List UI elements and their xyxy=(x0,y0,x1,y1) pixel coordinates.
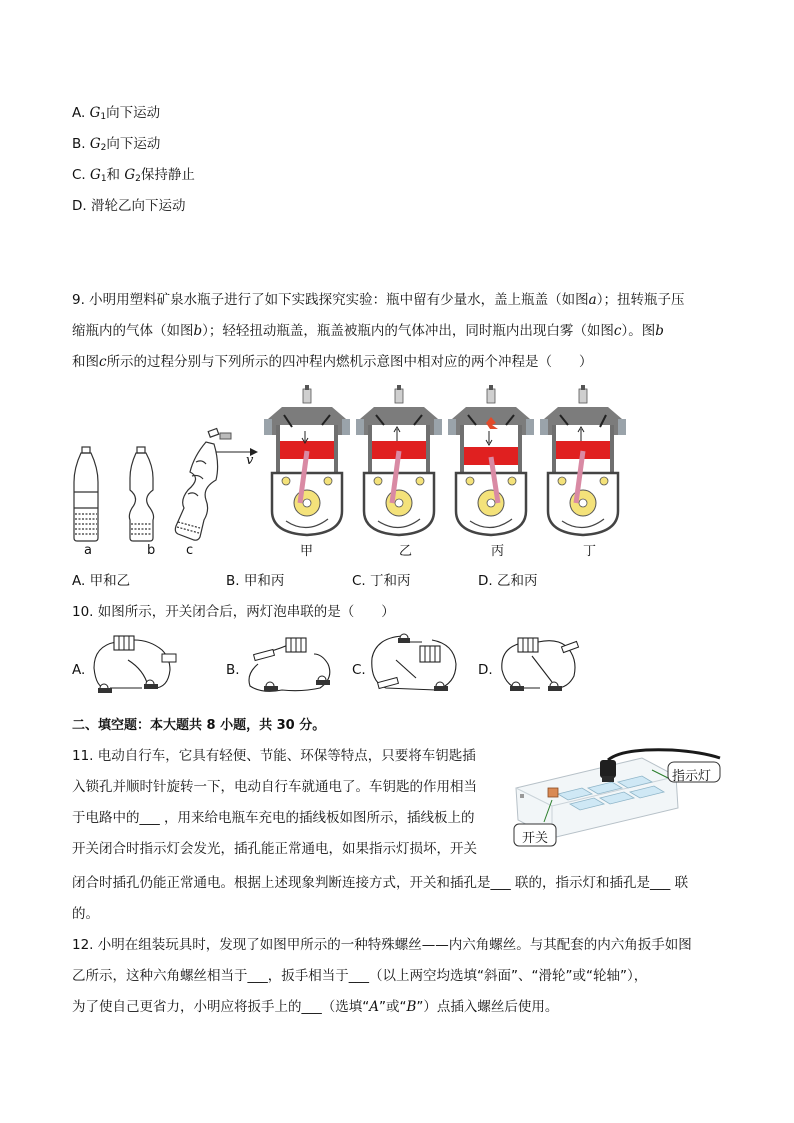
q9-option-b: B. 甲和丙 xyxy=(226,573,285,589)
circuit-b xyxy=(242,630,338,696)
q10-option-c-letter: C. xyxy=(352,662,366,678)
circuit-d xyxy=(494,630,590,696)
q8-option-b: B. $G_2$向下运动 xyxy=(72,136,161,153)
q10-option-d-letter: D. xyxy=(478,662,493,678)
q9-option-a: A. 甲和乙 xyxy=(72,573,131,589)
indicator-light-label: 指示灯 xyxy=(672,769,712,784)
q9-stem-line1: 9. 小明用塑料矿泉水瓶子进行了如下实践探究实验：瓶中留有少量水，盖上瓶盖（如图a）；扭转瓶子压 xyxy=(72,292,685,308)
bottle-label-a: a xyxy=(84,543,92,558)
q9-stem-line3: 和图c所示的过程分别与下列所示的四冲程内燃机示意图中相对应的两个冲程是（ ） xyxy=(72,354,593,370)
q11-line-1: 11. 电动自行车，它具有轻便、节能、环保等特点，只要将车钥匙插 xyxy=(72,748,476,764)
engine-jia xyxy=(264,385,350,535)
engine-label-bing: 丙 xyxy=(491,544,505,559)
engine-label-yi: 乙 xyxy=(399,544,413,559)
q9-option-d: D. 乙和丙 xyxy=(478,573,538,589)
velocity-arrow-icon xyxy=(214,446,262,458)
circuit-c xyxy=(366,630,462,696)
switch-icon xyxy=(548,788,558,797)
engine-ding xyxy=(540,385,626,535)
bottle-b xyxy=(129,447,153,541)
q9-option-c: C. 丁和丙 xyxy=(352,573,411,589)
q10-stem: 10. 如图所示，开关闭合后，两灯泡串联的是（ ） xyxy=(72,604,395,620)
engine-bing xyxy=(448,385,534,535)
engine-label-ding: 丁 xyxy=(583,544,597,559)
circuit-a xyxy=(88,630,184,696)
q11-line-6: 的。 xyxy=(72,906,99,922)
q10-option-a-letter: A. xyxy=(72,662,86,678)
flying-cap xyxy=(220,433,231,439)
engine-yi xyxy=(356,385,442,535)
q11-line-2: 入锁孔并顺时针旋转一下，电动自行车就通电了。车钥匙的作用相当 xyxy=(72,779,477,795)
q8-option-a: A. $G_1$向下运动 xyxy=(72,105,161,122)
section-2-title: 二、填空题：本大题共 8 小题，共 30 分。 xyxy=(72,718,326,733)
q12-line-2: 乙所示，这种六角螺丝相当于___，扳手相当于___（以上两空均选填“斜面”、“滑轮”或“轮轴”）， xyxy=(72,968,648,984)
q8-option-c: C. $G_1$和 $G_2$保持静止 xyxy=(72,167,195,184)
switch-label: 开关 xyxy=(522,831,549,846)
q8-option-d: D. 滑轮乙向下运动 xyxy=(72,198,186,214)
velocity-label: v xyxy=(246,453,254,468)
engine-strokes-figure xyxy=(262,385,632,545)
q12-line-1: 12. 小明在组装玩具时，发现了如图甲所示的一种特殊螺丝——内六角螺丝。与其配套的内六角扳手如图 xyxy=(72,937,692,953)
bottle-label-c: c xyxy=(186,543,194,558)
bottle-a xyxy=(74,447,98,541)
bottle-label-b: b xyxy=(147,543,156,558)
q12-line-3: 为了使自己更省力，小明应将扳手上的___（选填“A”或“B”）点插入螺丝后使用。 xyxy=(72,999,559,1015)
bottle-c xyxy=(175,428,218,540)
q11-line-5: 闭合时插孔仍能正常通电。根据上述现象判断连接方式，开关和插孔是___ 联的，指示灯和插孔是___ 联 xyxy=(72,875,689,891)
q10-option-b-letter: B. xyxy=(226,662,240,678)
q11-line-3: 于电路中的___ ，用来给电瓶车充电的插线板如图所示，插线板上的 xyxy=(72,810,475,826)
q11-line-4: 开关闭合时指示灯会发光，插孔能正常通电，如果指示灯损坏，开关 xyxy=(72,841,477,857)
engine-label-jia: 甲 xyxy=(300,544,314,559)
bottles-figure xyxy=(70,420,240,545)
q9-stem-line2: 缩瓶内的气体（如图b）；轻轻扭动瓶盖，瓶盖被瓶内的气体冲出，同时瓶内出现白雾（如图c）。图b xyxy=(72,323,664,339)
